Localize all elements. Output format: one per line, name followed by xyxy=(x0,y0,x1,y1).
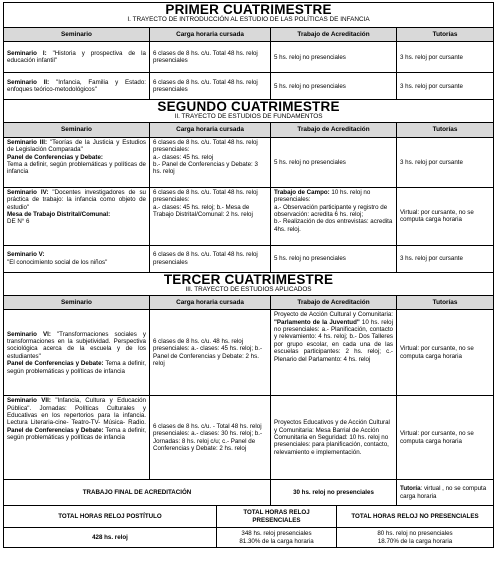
total-no-presenciales-percent: 18.70% de la carga horaria xyxy=(377,537,453,545)
seminario-label: Seminario III: xyxy=(7,138,48,146)
header-tutorias: Tutorías xyxy=(397,28,494,42)
section-band-1 xyxy=(4,3,494,28)
seminario-cell xyxy=(4,73,150,100)
header-seminario: Seminario xyxy=(4,123,150,137)
seminario-cell xyxy=(4,42,150,73)
trabajo-line: a.- Observación participante y registro de observación: acredita 6 hs. reloj; xyxy=(274,203,388,219)
table-row xyxy=(4,396,494,480)
final-tutorias-text: : virtual , no se computa carga horaria xyxy=(400,485,487,500)
seminario-text: "El conocimiento social de los niños" xyxy=(7,258,108,266)
panel-label: Panel de Conferencias y Debate: xyxy=(7,360,104,368)
final-hours: 30 hs. reloj no presenciales xyxy=(271,480,397,506)
header-row xyxy=(4,295,494,309)
tutorias-cell: 3 hs. reloj por cursante xyxy=(397,42,494,73)
carga-cell: 6 clases de 8 hs. c/u. Total 48 hs. reloj presenciales xyxy=(150,245,271,272)
carga-line: a.- clases: 45 hs. reloj; b.- Mesa de Trabajo Distrital/Comunal: 2 hs. reloj xyxy=(153,203,253,219)
tutorias-cell: 3 hs. reloj por cursante xyxy=(397,245,494,272)
header-seminario: Seminario xyxy=(4,295,150,309)
seminario-cell xyxy=(4,137,150,187)
seminario-text: "Teorías de la Justicia y Estudios de Legislación Comparada" xyxy=(7,138,146,154)
header-seminario: Seminario xyxy=(4,28,150,42)
section-title: PRIMER CUATRIMESTRE xyxy=(165,2,332,17)
total-no-presenciales-hours: 80 hs. reloj no presenciales xyxy=(377,530,453,538)
final-row xyxy=(4,480,494,506)
seminario-text: "Docentes investigadores de su práctica de trabajo: la infancia como objeto de estudio" xyxy=(7,188,146,211)
section-band-2 xyxy=(4,100,494,123)
seminario-label: Seminario IV: xyxy=(7,188,49,196)
curriculum-table xyxy=(3,2,494,506)
trabajo-cell: 5 hs. reloj no presenciales xyxy=(271,137,397,187)
carga-line: a.- clases: 45 hs. reloj xyxy=(153,153,214,161)
carga-line: 6 clases de 8 hs. c/u. Total 48 hs. reloj presenciales: xyxy=(153,188,258,204)
carga-cell: 6 clases de 8 hs. c/u. Total 48 hs. reloj presenciales xyxy=(150,73,271,100)
trabajo-cell: 5 hs. reloj no presenciales xyxy=(271,42,397,73)
section-band-3 xyxy=(4,272,494,295)
seminario-label: Seminario VII: xyxy=(7,397,51,405)
trabajo-cell xyxy=(271,187,397,245)
total-presenciales-label: TOTAL HORAS RELOJ PRESENCIALES xyxy=(217,506,337,528)
carga-cell xyxy=(150,187,271,245)
header-carga: Carga horaria cursada xyxy=(150,28,271,42)
seminario-cell xyxy=(4,310,150,396)
header-carga: Carga horaria cursada xyxy=(150,123,271,137)
total-postitulo-label: TOTAL HORAS RELOJ POSTÍTULO xyxy=(4,506,217,528)
panel-text: Tema a definir, según problemáticas y políticas de infancia xyxy=(7,161,146,176)
header-trabajo: Trabajo de Acreditación xyxy=(271,28,397,42)
totals-value-row xyxy=(4,528,494,548)
totals-header-row xyxy=(4,506,494,528)
seminario-label: Seminario II: xyxy=(7,79,50,86)
section-subtitle: III. TRAYECTO DE ESTUDIOS APLICADOS xyxy=(185,285,312,293)
document-page xyxy=(3,2,493,548)
total-no-presenciales-label: TOTAL HORAS RELOJ NO PRESENCIALES xyxy=(337,506,494,528)
seminario-text: "Infancia, Familia y Estado: enfoques teórico-metodológicos" xyxy=(7,79,146,94)
seminario-cell xyxy=(4,245,150,272)
section-subtitle: II. TRAYECTO DE ESTUDIOS DE FUNDAMENTOS xyxy=(174,113,323,121)
trabajo-text: 10 hs. reloj no presenciales: xyxy=(274,188,371,204)
carga-cell: 6 clases de 8 hs. c/u. 48 hs. reloj presenciales: a.- clases: 45 hs. reloj; b.- Panel de Conferencias y Debate: 2 hs. reloj xyxy=(150,310,271,396)
panel-label: Panel de Conferencias y Debate: xyxy=(7,153,103,161)
seminario-text: "Transformaciones sociales y transformaciones en la subjetividad. Perspectiva sociológica acerca de la escuela y de los estudiantes" xyxy=(7,330,146,360)
final-tutorias-label: Tutoría xyxy=(400,485,421,493)
mesa-text: DE N° 6 xyxy=(7,218,30,226)
total-presenciales-hours: 348 hs. reloj presenciales xyxy=(241,530,312,538)
seminario-text: "Infancia, Cultura y Educación Pública". xyxy=(7,397,146,412)
carga-cell: 6 clases de 8 hs. c/u. Total 48 hs. reloj presenciales xyxy=(150,42,271,73)
total-presenciales-value xyxy=(217,528,337,548)
table-row xyxy=(4,245,494,272)
trabajo-text: Proyecto de Acción Cultural y Comunitaria: xyxy=(274,311,393,319)
total-presenciales-percent: 81.30% de la carga horaria xyxy=(239,537,314,545)
carga-line: b.- Panel de Conferencias y Debate: 3 hs. reloj xyxy=(153,161,258,176)
tutorias-cell: Virtual: por cursante, no se computa carga horaria xyxy=(397,187,494,245)
trabajo-cell: 5 hs. reloj no presenciales xyxy=(271,245,397,272)
seminario-text: "Historia y prospectiva de la educación infantil" xyxy=(7,50,147,65)
header-trabajo: Trabajo de Acreditación xyxy=(271,123,397,137)
panel-text: Tema a definir, según problemáticas y políticas de infancia xyxy=(7,360,146,375)
trabajo-project-name: "Parlamento de la Juventud" xyxy=(274,318,360,326)
trabajo-cell: Proyectos Educativos y de Acción Cultural y Comunitaria: Mesa Barrial de Acción Comunitaria en Seguridad: 10 hs. reloj no presenciales: para planificación, contacto, relevamiento e implementación. xyxy=(271,396,397,480)
section-subtitle: I. TRAYECTO DE INTRODUCCIÓN AL ESTUDIO DE LAS POLÍTICAS DE INFANCIA xyxy=(127,16,370,23)
trabajo-label: Trabajo de Campo: xyxy=(274,188,330,196)
header-trabajo: Trabajo de Acreditación xyxy=(271,295,397,309)
trabajo-cell: 5 hs. reloj no presenciales xyxy=(271,73,397,100)
tutorias-cell: Virtual: por cursante, no se computa carga horaria xyxy=(397,396,494,480)
trabajo-cell xyxy=(271,310,397,396)
tutorias-cell: 3 hs. reloj por cursante xyxy=(397,73,494,100)
totals-table xyxy=(3,505,494,548)
seminario-label: Seminario I: xyxy=(7,50,47,57)
table-row xyxy=(4,310,494,396)
total-no-presenciales-value xyxy=(337,528,494,548)
tutorias-cell: Virtual: por cursante, no se computa carga horaria xyxy=(397,310,494,396)
carga-line: 6 clases de 8 hs. c/u. Total 48 hs. reloj presenciales: xyxy=(153,138,258,154)
final-label: TRABAJO FINAL DE ACREDITACIÓN xyxy=(4,480,271,506)
total-postitulo-value: 428 hs. reloj xyxy=(4,528,217,548)
final-tutorias xyxy=(397,480,494,506)
header-row xyxy=(4,28,494,42)
jornadas-text: Jornadas: Políticas Culturales y Educativas en los repertorios para la infancia. Lectura Literaria-cine- Teatro-TV- Música- Radio. xyxy=(7,404,146,427)
section-title: SEGUNDO CUATRIMESTRE xyxy=(157,99,340,115)
panel-label: Panel de Conferencias y Debate: xyxy=(7,426,104,434)
seminario-cell xyxy=(4,396,150,480)
table-row xyxy=(4,73,494,100)
table-row xyxy=(4,187,494,245)
header-tutorias: Tutorías xyxy=(397,123,494,137)
panel-text: Tema a definir, según problemáticas y políticas de infancia xyxy=(7,426,146,442)
carga-cell: 6 clases de 8 hs. c/u. - Total 48 hs. reloj presenciales: a.- clases: 30 hs. reloj; b.- Jornadas: 8 hs. reloj c/u; c.- Panel de Conferencias y Debate: 2 hs. reloj xyxy=(150,396,271,480)
seminario-label: Seminario VI: xyxy=(7,330,51,338)
seminario-label: Seminario V: xyxy=(7,251,45,259)
header-tutorias: Tutorías xyxy=(397,295,494,309)
carga-cell xyxy=(150,137,271,187)
section-title: TERCER CUATRIMESTRE xyxy=(163,271,334,287)
header-row xyxy=(4,123,494,137)
trabajo-text: 10 hs. reloj no presenciales: a.- Planificación, contacto y relevamiento: 4 hs. reloj; b.- Dos Talleres por grupo escolar, en cada una de las escuelas participantes: 2 hs. reloj; c.- Plenario del Parlamento: 4 hs. reloj xyxy=(274,318,393,363)
header-carga: Carga horaria cursada xyxy=(150,295,271,309)
mesa-label: Mesa de Trabajo Distrital/Comunal: xyxy=(7,211,111,219)
tutorias-cell: 3 hs. reloj por cursante xyxy=(397,137,494,187)
table-row xyxy=(4,42,494,73)
seminario-cell xyxy=(4,187,150,245)
table-row xyxy=(4,137,494,187)
trabajo-line: b.- Realización de dos entrevistas: acredita 4hs. reloj. xyxy=(274,218,393,233)
